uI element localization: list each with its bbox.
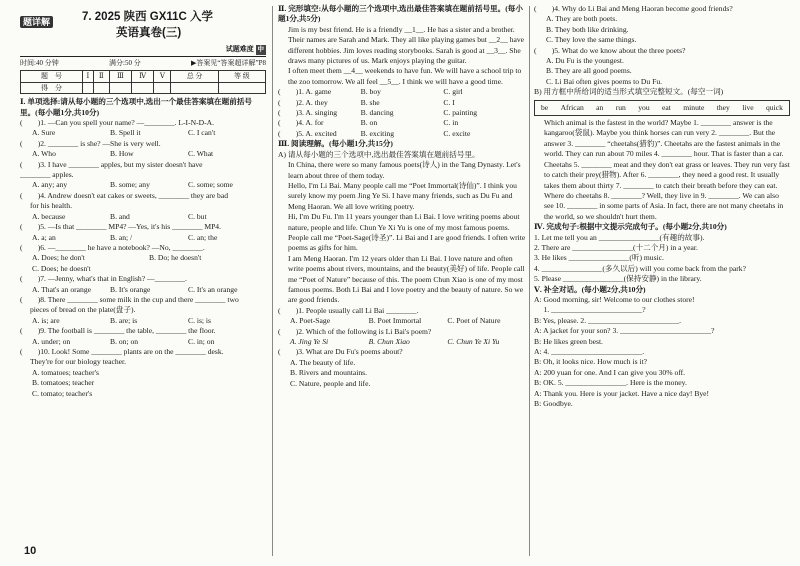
dialog-line: B: Oh, it looks nice. How much is it? — [534, 357, 648, 367]
column-2 — [278, 4, 526, 389]
cloze-paragraph: I often meet them __4__ weekends to have fun. We will have a school trip to the zoo tomorrow. We all feel __5__. I think we will have a good time. — [288, 66, 522, 86]
cloze-row: ( )1. A. game B. boy C. girl — [278, 87, 463, 97]
exam-meta — [20, 56, 266, 68]
dialog-line: B: Goodbye. — [534, 399, 573, 409]
option: A. They are both poets. — [546, 14, 618, 24]
options: A. Who B. How C. What — [32, 149, 214, 159]
dialog-line[interactable]: A: 4. ________________________. — [534, 347, 645, 356]
options: A. That's an orange B. It's orange C. It's an orange — [32, 284, 238, 294]
option: B. They are all good poems. — [546, 66, 632, 76]
option: C. Nature, people and life. — [290, 378, 371, 388]
section-3-title: Ⅲ. 阅读理解。(每小题1分,共15分) — [278, 139, 393, 149]
section-1-title: Ⅰ. 单项选择:请从每小题的三个选项中,选出一个最佳答案填在题前括号里。(每小题1分,共10分) — [20, 97, 252, 117]
option: B. Rivers and mountains. — [290, 368, 367, 378]
option: C. Li Bai often gives poems to Du Fu. — [546, 76, 663, 86]
question: ( )5. —Is that ________ MP4? —Yes, it's his ________ MP4. — [20, 222, 221, 232]
question: ( )2. Which of the following is Li Bai's poem? — [278, 326, 432, 336]
exam-subtitle: 英语真卷(三) — [116, 27, 182, 39]
section-5-title: Ⅴ. 补全对话。(每小题2分,共10分) — [534, 284, 646, 294]
cloze-row: ( )4. A. for B. on C. in — [278, 118, 459, 128]
reading-paragraph: In China, there were so many famous poets(诗人) in the Tang Dynasty. Let's learn about three of them today. — [288, 160, 521, 180]
section-3b-instruction: B) 用方框中所给词的适当形式填空完整短文。(每空一词) — [534, 87, 724, 97]
dialog-line: B: He likes green best. — [534, 336, 603, 346]
reading-paragraph: Hello, I'm Li Bai. Many people call me “Poet Immortal(诗仙)”. I think you surely know my poem Jing Ye Si. I have many friends, such as Du Fu and Meng Haoran. We all love writing poetry. — [288, 180, 517, 211]
column-3 — [534, 4, 790, 409]
cloze-paragraph: Jim is my best friend. He is a friendly __1__. He has a sister and a brother. Their names are Sarah and Mark. They all like playing games but __2__ have different hobbies. Jim loves reading storybooks. Sarah is good at __3__. She draws many pictures of us. Mark enjoys playing the guitar. — [288, 24, 525, 66]
options: A. Sure B. Spell it C. I can't — [32, 128, 216, 138]
question-cont: pieces of bread on the plate(盘子). — [30, 305, 136, 315]
logo-badge: 题详解 — [20, 16, 53, 28]
question: ( )4. Andrew doesn't eat cakes or sweets, ________ they are bad — [20, 190, 229, 200]
answer-reference: ▶答案见“答案超详解”P8 — [191, 59, 266, 67]
question: ( )2. ________ is she? —She is very well. — [20, 138, 161, 148]
score-header-row: 题 号 Ⅰ Ⅱ Ⅲ Ⅳ Ⅴ 总 分 等 级 — [21, 71, 266, 82]
word-box: be African an run you eat minute they live quick — [534, 100, 790, 116]
question: ( )1. People usually call Li Bai ________. — [278, 305, 419, 315]
options: A. Does; he don't B. Do; he doesn't — [32, 253, 202, 263]
question: ( )3. What are Du Fu's poems about? — [278, 347, 403, 357]
dialog-line[interactable]: A: A jacket for your son? 3. ________________________? — [534, 326, 715, 336]
question: ( )1. —Can you spell your name? —________. L-I-N-D-A. — [20, 118, 215, 128]
section-3a-instruction: A) 请从每小题的三个选项中,选出最佳答案填在题前括号里。 — [278, 149, 480, 159]
question: ( )8. There ________ some milk in the cup and there ________ two — [20, 294, 239, 304]
section-2-title: Ⅱ. 完形填空:从每小题的三个选项中,选出最佳答案填在题前括号里。(每小题1分,共5分) — [278, 4, 523, 24]
page-number: 10 — [24, 545, 37, 557]
reading-paragraph: Hi, I'm Du Fu. I'm 11 years younger than Li Bai. I love writing poems about nature, people and life. Chun Ye Xi Yu is one of my most famous poems. People call me “Poet-Sage(诗圣)”. Li Bai and I are good friends. I often write poems as gifts for him. — [288, 212, 526, 253]
cloze-row: ( )2. A. they B. she C. I — [278, 97, 455, 107]
dialog-line[interactable]: 1. ________________________? — [534, 305, 646, 315]
question: ( )5. What do we know about the three poets? — [534, 45, 686, 55]
question: ( )10. Look! Some ________ plants are on the ________ desk. — [20, 346, 224, 356]
option: C. They love the same things. — [546, 35, 637, 45]
option: A. tomatoes; teacher's — [32, 367, 99, 377]
options: A. any; any B. some; any C. some; some — [32, 180, 233, 190]
option: B. They both like drinking. — [546, 24, 629, 34]
section-4-title: Ⅳ. 完成句子:根据中文提示完成句子。(每小题2分,共10分) — [534, 222, 727, 232]
option: C. tomato; teacher's — [32, 388, 93, 398]
fill-passage: Which animal is the fastest in the world? Maybe 1. ________ answer is the kangaroo(袋鼠). Maybe you think horses can run very 2. ________. But the answer 3. ________ “cheetahs(猎豹)”. Cheetahs are the fastest animals in the world. They can run about 70 miles 4. ________ hour. That is faster than a car. Cheetahs 5. ________ meat and they don't eat grass or leaves. They run very fast to catch their prey(猎物). After 6. ________, they need a good rest. It usually takes them about thirty 7. ________ to catch their breath before they can eat. Where do cheetahs 8. ________? Well, they live in 9. ________. We can also see 10. ________ in some parts of Asia. In fact, there are not many cheetahs in the world, so we shouldn't hurt them. — [544, 118, 790, 221]
options: A. under; on B. on; on C. in; on — [32, 336, 215, 346]
options: A. is; are B. are; is C. is; is — [32, 315, 212, 325]
option: A. Du Fu is the youngest. — [546, 56, 624, 66]
option: A. The beauty of life. — [290, 357, 356, 367]
option: B. tomatoes; teacher — [32, 378, 95, 388]
options: A. a; an B. an; / C. an; the — [32, 232, 218, 242]
full-score: 满分:50 分 — [109, 59, 141, 67]
options: C. Does; he doesn't — [32, 263, 91, 273]
column-1 — [20, 4, 266, 399]
difficulty-badge: 中 — [256, 45, 267, 55]
dialog-line[interactable]: B: OK. 5. ________________. Here is the money. — [534, 378, 687, 388]
score-table — [20, 70, 266, 94]
sentence-item[interactable]: 2. There are ________________(十二个月) in a year. — [534, 242, 698, 252]
exam-title: 7. 2025 陕西 GX11C 入学 — [82, 11, 214, 23]
reading-paragraph: I am Meng Haoran. I'm 12 years older than Li Bai. I love nature and often write poems about rivers, mountains, and the beauty(美好) of life. People call me “Poet of Nature” because of this. The poem Chun Xiao is one of my most famous poems. Both Li Bai and I love poetry and the beauty of nature. So we are good friends. — [288, 253, 525, 305]
question: ( )3. I have ________ apples, but my sister doesn't have — [20, 159, 203, 169]
question: ( )9. The football is ________ the table, ________ the floor. — [20, 326, 216, 336]
question-cont: ________ apples. — [20, 170, 74, 180]
column-divider — [529, 6, 530, 556]
dialog-line: A: Good morning, sir! Welcome to our clothes store! — [534, 294, 695, 304]
options: A. Jing Ye Si B. Chun Xiao C. Chun Ye Xi Yu — [290, 337, 500, 346]
question-cont: They're for our biology teacher. — [30, 357, 127, 367]
sentence-item[interactable]: 1. Let me tell you an ________________(有趣的故事). — [534, 232, 705, 242]
score-value-row: 得 分 — [21, 82, 266, 93]
sentence-item[interactable]: 5. Please ________________(保持安静) in the library. — [534, 274, 702, 284]
sentence-item[interactable]: 3. He likes ________________(听) music. — [534, 253, 664, 263]
exam-header — [20, 4, 266, 56]
cloze-row: ( )5. A. excited B. exciting C. excite — [278, 128, 471, 138]
dialog-line: A: Thank you. Here is your jacket. Have a nice day! Bye! — [534, 388, 710, 398]
question: ( )6. —________ he have a notebook? —No, ________. — [20, 242, 205, 252]
dialog-line[interactable]: B: Yes, please. 2. ________________________. — [534, 315, 682, 325]
options: A. Poet-Sage B. Poet Immortal C. Poet of Nature — [290, 316, 501, 326]
time-limit: 时间:40 分钟 — [20, 59, 59, 67]
cloze-row: ( )3. A. singing B. dancing C. painting — [278, 108, 478, 118]
question: ( )7. —Jenny, what's that in English? —________. — [20, 274, 187, 284]
sentence-item[interactable]: 4. ________________(多久以后) will you come back from the park? — [534, 263, 746, 273]
question: ( )4. Why do Li Bai and Meng Haoran become good friends? — [534, 4, 733, 13]
difficulty: 试题难度 中 — [226, 44, 266, 55]
question-cont: for his health. — [30, 201, 72, 211]
column-divider — [272, 6, 273, 556]
dialog-line: A: 200 yuan for one. And I can give you 30% off. — [534, 367, 686, 377]
options: A. because B. and C. but — [32, 211, 207, 221]
